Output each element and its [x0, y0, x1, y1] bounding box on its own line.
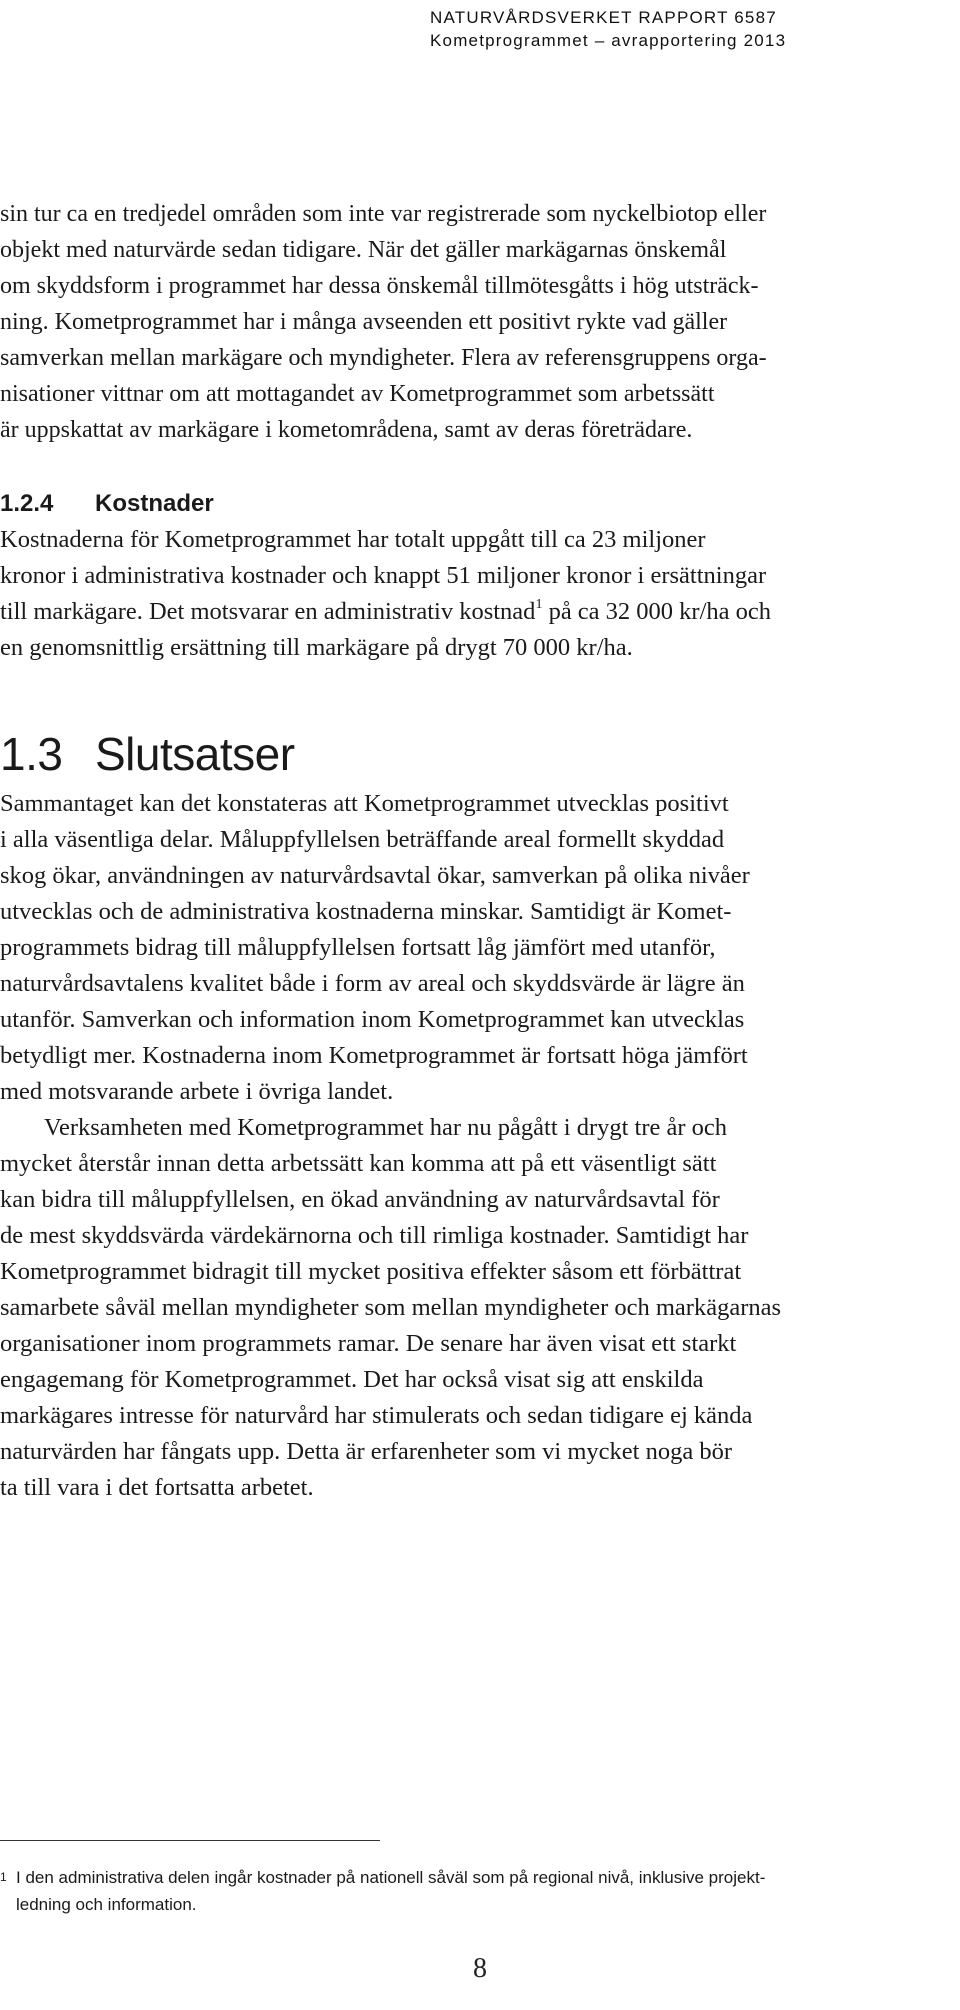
footnote-line — [0, 1864, 960, 1891]
section-heading-kostnader — [0, 486, 960, 522]
text-line: en genomsnittlig ersättning till markägare på drygt 70 000 kr/ha. — [0, 634, 633, 661]
text-line: kronor i administrativa kostnader och knappt 51 miljoner kronor i ersättningar — [0, 562, 767, 589]
report-title: NATURVÅRDSVERKET RAPPORT 6587 — [430, 8, 777, 27]
text-fragment: till markägare. Det motsvarar en administrativ kostnad — [0, 598, 536, 625]
text-line: betydligt mer. Kostnaderna inom Kometprogrammet är fortsatt höga jämfört — [0, 1042, 748, 1069]
text-line: Kostnaderna för Kometprogrammet har totalt uppgått till ca 23 miljoner — [0, 526, 706, 553]
text-line: ning. Kometprogrammet har i många avseenden ett positivt rykte vad gäller — [0, 309, 728, 335]
text-line: sin tur ca en tredjedel områden som inte var registrerade som nyckelbiotop eller — [0, 201, 767, 227]
section-number: 1.2.4 — [0, 490, 54, 517]
text-line: mycket återstår innan detta arbetssätt kan komma att på ett väsentligt sätt — [0, 1150, 717, 1177]
footnote-line: ledning och information. — [16, 1895, 197, 1914]
text-line: utanför. Samverkan och information inom Kometprogrammet kan utvecklas — [0, 1006, 745, 1033]
text-line: om skyddsform i programmet har dessa önskemål tillmötesgåtts i hög utsträck- — [0, 273, 759, 299]
footnote-reference[interactable]: 1 — [535, 597, 543, 612]
text-line: Sammantaget kan det konstateras att Kometprogrammet utvecklas positivt — [0, 790, 729, 817]
conclusions-paragraph-2 — [0, 1110, 960, 1506]
text-line: samverkan mellan markägare och myndigheter. Flera av referensgruppens orga- — [0, 345, 767, 371]
section-heading-slutsatser — [0, 726, 960, 782]
section-title: Slutsatser — [95, 728, 295, 780]
text-line: kan bidra till måluppfyllelsen, en ökad användning av naturvårdsavtal för — [0, 1186, 720, 1213]
text-line: engagemang för Kometprogrammet. Det har också visat sig att enskilda — [0, 1366, 704, 1393]
footnote — [0, 1864, 960, 1918]
text-fragment: på ca 32 000 kr/ha och — [542, 598, 772, 625]
page-header — [430, 6, 930, 52]
text-line: Kometprogrammet bidragit till mycket positiva effekter såsom ett förbättrat — [0, 1258, 742, 1285]
text-line: i alla väsentliga delar. Måluppfyllelsen beträffande areal formellt skyddad — [0, 826, 725, 853]
text-line: samarbete såväl mellan myndigheter som mellan myndigheter och markägarnas — [0, 1294, 782, 1321]
footnote-divider — [0, 1840, 380, 1841]
costs-paragraph — [0, 522, 960, 666]
report-subtitle: Kometprogrammet – avrapportering 2013 — [430, 31, 787, 50]
page-content — [0, 196, 960, 1506]
text-line: ta till vara i det fortsatta arbetet. — [0, 1474, 314, 1501]
text-line: programmets bidrag till måluppfyllelsen fortsatt låg jämfört med utanför, — [0, 934, 716, 961]
text-line: naturvårdsavtalens kvalitet både i form av areal och skyddsvärde är lägre än — [0, 970, 745, 997]
text-line: objekt med naturvärde sedan tidigare. När det gäller markägarnas önskemål — [0, 237, 727, 263]
text-line: naturvärden har fångats upp. Detta är erfarenheter som vi mycket noga bör — [0, 1438, 732, 1465]
text-line: markägares intresse för naturvård har stimulerats och sedan tidigare ej kända — [0, 1402, 753, 1429]
conclusions-paragraph-1 — [0, 786, 960, 1110]
text-line: de mest skyddsvärda värdekärnorna och till rimliga kostnader. Samtidigt har — [0, 1222, 749, 1249]
text-line: organisationer inom programmets ramar. De senare har även visat ett starkt — [0, 1330, 737, 1357]
text-line: är uppskattat av markägare i kometområdena, samt av deras företrädare. — [0, 417, 693, 443]
text-line: nisationer vittnar om att mottagandet av Kometprogrammet som arbetssätt — [0, 381, 715, 407]
text-line: Verksamheten med Kometprogrammet har nu pågått i drygt tre år och — [44, 1114, 728, 1141]
text-line: med motsvarande arbete i övriga landet. — [0, 1078, 394, 1105]
page-number: 8 — [473, 1953, 487, 1984]
footnote-text: I den administrativa delen ingår kostnader på nationell såväl som på regional nivå, inklusive projekt- — [16, 1868, 766, 1887]
section-title: Kostnader — [95, 490, 214, 517]
section-number: 1.3 — [0, 728, 63, 780]
text-line: utvecklas och de administrativa kostnaderna minskar. Samtidigt är Komet- — [0, 898, 732, 925]
text-line — [0, 594, 960, 630]
footnote-mark: 1 — [0, 1870, 7, 1884]
intro-paragraph — [0, 196, 960, 448]
text-line: skog ökar, användningen av naturvårdsavtal ökar, samverkan på olika nivåer — [0, 862, 750, 889]
